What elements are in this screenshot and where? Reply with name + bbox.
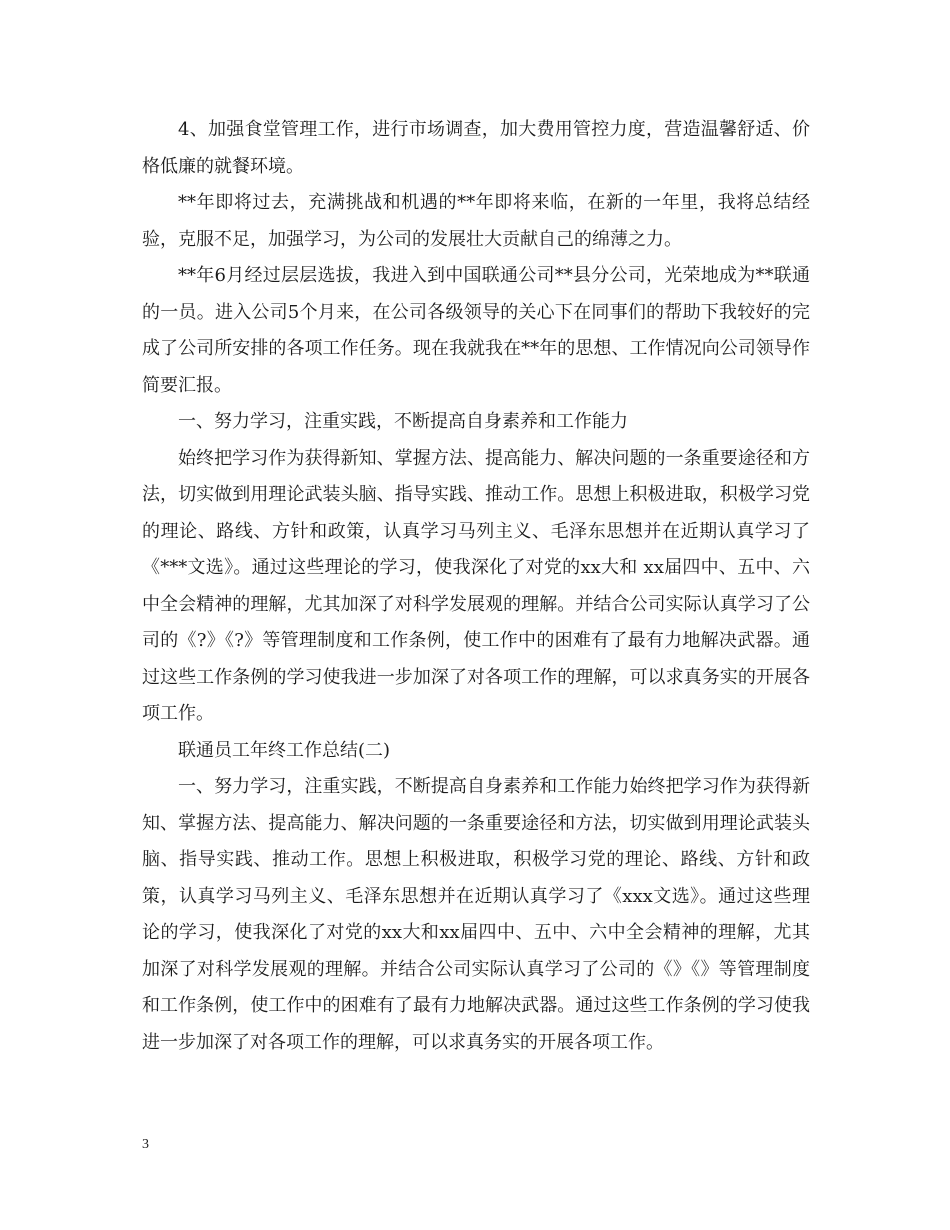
section-heading-study-practice: 一、努力学习，注重实践，不断提高自身素养和工作能力 [178, 411, 628, 432]
paragraph-joining-company: **年6月经过层层选拔，我进入到中国联通公司**县分公司，光荣地成为**联通的一员。进入公司5个月来，在公司各级领导的关心下在同事们的帮助下我较好的完成了公司所安排的各项工作任务。现在我就我在**年的思想、工作情况向公司领导作简要汇报。 [142, 265, 810, 396]
document-subtitle: 联通员工年终工作总结(二) [178, 739, 391, 761]
paragraph-canteen-management: 4、加强食堂管理工作，进行市场调查，加大费用管控力度，营造温馨舒适、价格低廉的就餐环境。 [142, 119, 810, 177]
paragraph-year-outlook: **年即将过去，充满挑战和机遇的**年即将来临，在新的一年里，我将总结经验，克服不足，加强学习，为公司的发展壮大贡献自己的绵薄之力。 [142, 192, 810, 250]
page-number: 3 [142, 1137, 149, 1152]
paragraph-study-details-repeat: 一、努力学习，注重实践，不断提高自身素养和工作能力始终把学习作为获得新知、掌握方法、提高能力、解决问题的一条重要途径和方法，切实做到用理论武装头脑、指导实践、推动工作。思想上积极进取，积极学习党的理论、路线、方针和政策，认真学习马列主义、毛泽东思想并在近期认真学习了《xxx文选》。通过这些理论的学习，使我深化了对党的xx大和xx届四中、五中、六中全会精神的理解，尤其加深了对科学发展观的理解。并结合公司实际认真学习了公司的《》《》等管理制度和工作条例，使工作中的困难有了最有力地解决武器。通过这些工作条例的学习使我进一步加深了对各项工作的理解，可以求真务实的开展各项工作。 [142, 776, 810, 1053]
document-body [142, 112, 810, 1061]
paragraph-study-details: 始终把学习作为获得新知、掌握方法、提高能力、解决问题的一条重要途径和方法，切实做到用理论武装头脑、指导实践、推动工作。思想上积极进取，积极学习党的理论、路线、方针和政策，认真学习马列主义、毛泽东思想并在近期认真学习了《***文选》。通过这些理论的学习，使我深化了对党的xx大和 xx届四中、五中、六中全会精神的理解，尤其加深了对科学发展观的理解。并结合公司实际认真学习了公司的《?》《?》等管理制度和工作条例，使工作中的困难有了最有力地解决武器。通过这些工作条例的学习使我进一步加深了对各项工作的理解，可以求真务实的开展各项工作。 [142, 447, 810, 724]
